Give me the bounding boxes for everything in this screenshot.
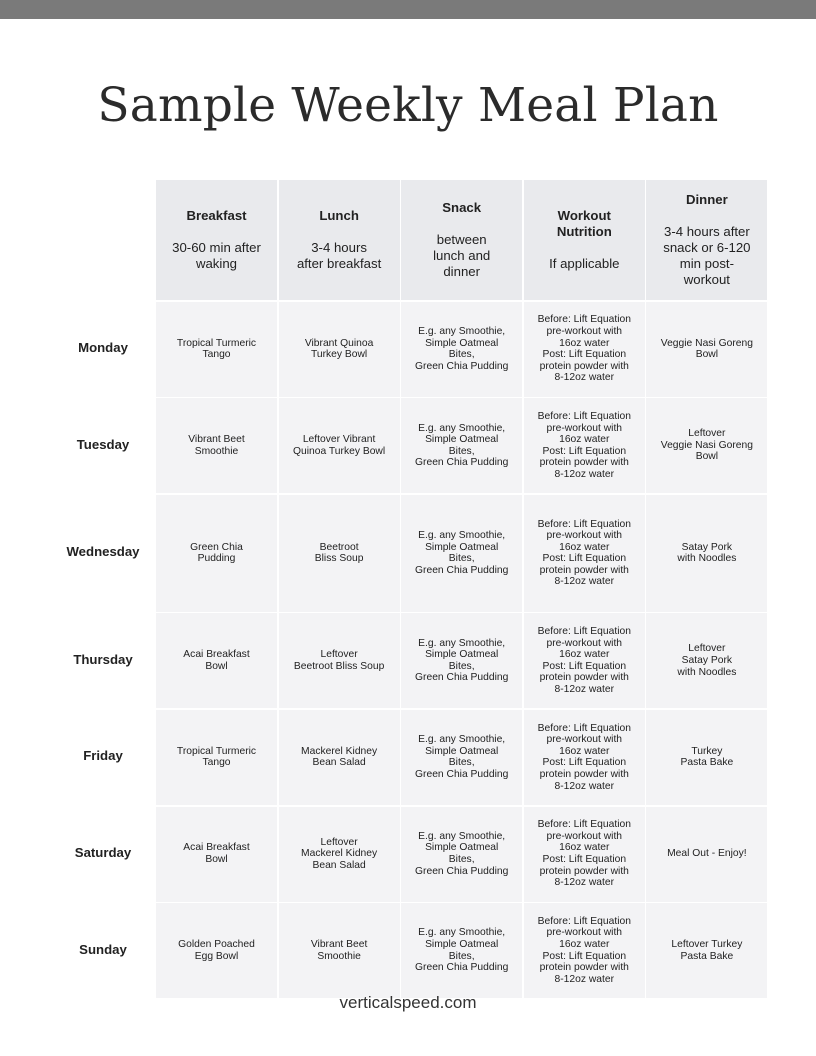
day-label-tuesday: Tuesday <box>76 436 130 452</box>
meal-cell-wednesday-workout: Before: Lift Equation pre-workout with 16oz water Post: Lift Equation protein powder with 8-12oz water <box>524 495 645 612</box>
meal-cell-friday-breakfast: Tropical Turmeric Tango <box>156 710 277 805</box>
column-header-subtitle: between lunch and dinner <box>433 232 491 279</box>
meal-cell-sunday-snack: E.g. any Smoothie, Simple Oatmeal Bites, Green Chia Pudding <box>401 903 522 998</box>
day-label-saturday: Saturday <box>74 844 132 860</box>
meal-cell-sunday-workout: Before: Lift Equation pre-workout with 16oz water Post: Lift Equation protein powder with 8-12oz water <box>524 903 645 998</box>
meal-cell-tuesday-lunch: Leftover Vibrant Quinoa Turkey Bowl <box>279 398 400 493</box>
meal-cell-thursday-breakfast: Acai Breakfast Bowl <box>156 613 277 708</box>
day-labels <box>44 300 162 997</box>
meal-cell-wednesday-breakfast: Green Chia Pudding <box>156 495 277 612</box>
day-label-wednesday: Wednesday <box>66 544 140 560</box>
column-header-dinner <box>646 180 767 300</box>
meal-cell-monday-snack: E.g. any Smoothie, Simple Oatmeal Bites, Green Chia Pudding <box>401 302 522 397</box>
meal-cell-tuesday-breakfast: Vibrant Beet Smoothie <box>156 398 277 493</box>
page-title: Sample Weekly Meal Plan <box>97 78 719 133</box>
column-header-subtitle: 30-60 min after waking <box>172 240 261 271</box>
column-header-breakfast <box>156 180 277 300</box>
column-header-subtitle: 3-4 hours after snack or 6-120 min post- workout <box>663 224 751 287</box>
day-label-friday: Friday <box>83 748 123 764</box>
meal-plan-table <box>156 180 766 998</box>
meal-cell-wednesday-lunch: Beetroot Bliss Soup <box>279 495 400 612</box>
meal-cell-monday-workout: Before: Lift Equation pre-workout with 16oz water Post: Lift Equation protein powder with 8-12oz water <box>524 302 645 397</box>
meal-cell-monday-breakfast: Tropical Turmeric Tango <box>156 302 277 397</box>
meal-cell-tuesday-snack: E.g. any Smoothie, Simple Oatmeal Bites, Green Chia Pudding <box>401 398 522 493</box>
column-header-name: Snack <box>442 200 482 215</box>
meal-cell-friday-workout: Before: Lift Equation pre-workout with 16oz water Post: Lift Equation protein powder with 8-12oz water <box>524 710 645 805</box>
meal-cell-saturday-snack: E.g. any Smoothie, Simple Oatmeal Bites, Green Chia Pudding <box>401 807 522 902</box>
day-label-monday: Monday <box>78 340 128 355</box>
column-header-name: Dinner <box>685 192 728 207</box>
day-label-sunday: Sunday <box>79 941 127 957</box>
meal-cell-saturday-workout: Before: Lift Equation pre-workout with 16oz water Post: Lift Equation protein powder with 8-12oz water <box>524 807 645 902</box>
meal-cell-saturday-breakfast: Acai Breakfast Bowl <box>156 807 277 902</box>
meal-cell-wednesday-dinner: Satay Pork with Noodles <box>646 495 767 612</box>
column-header-subtitle: If applicable <box>549 256 620 271</box>
meal-cell-thursday-lunch: Leftover Beetroot Bliss Soup <box>279 613 400 708</box>
meal-cell-wednesday-snack: E.g. any Smoothie, Simple Oatmeal Bites, Green Chia Pudding <box>401 495 522 612</box>
meal-cell-sunday-lunch: Vibrant Beet Smoothie <box>279 903 400 998</box>
footer-url: verticalspeed.com <box>339 993 477 1012</box>
meal-cell-sunday-dinner: Leftover Turkey Pasta Bake <box>646 903 767 998</box>
meal-cell-tuesday-dinner: Leftover Veggie Nasi Goreng Bowl <box>646 398 767 493</box>
column-header-name: Breakfast <box>186 208 247 223</box>
top-bar <box>0 0 816 19</box>
meal-cell-saturday-dinner: Meal Out - Enjoy! <box>646 807 767 902</box>
column-header-snack <box>401 180 522 300</box>
meal-cell-friday-dinner: Turkey Pasta Bake <box>646 710 767 805</box>
day-label-thursday: Thursday <box>73 651 133 667</box>
meal-cell-thursday-workout: Before: Lift Equation pre-workout with 16oz water Post: Lift Equation protein powder with 8-12oz water <box>524 613 645 708</box>
meal-cell-monday-dinner: Veggie Nasi Goreng Bowl <box>646 302 767 397</box>
column-header-name: Lunch <box>319 208 359 223</box>
meal-cell-thursday-dinner: Leftover Satay Pork with Noodles <box>646 613 767 708</box>
column-header-lunch <box>279 180 400 300</box>
meal-cell-thursday-snack: E.g. any Smoothie, Simple Oatmeal Bites, Green Chia Pudding <box>401 613 522 708</box>
meal-cell-monday-lunch: Vibrant Quinoa Turkey Bowl <box>279 302 400 397</box>
meal-cell-saturday-lunch: Leftover Mackerel Kidney Bean Salad <box>279 807 400 902</box>
column-header-name: Workout Nutrition <box>556 208 612 239</box>
meal-cell-tuesday-workout: Before: Lift Equation pre-workout with 16oz water Post: Lift Equation protein powder with 8-12oz water <box>524 398 645 493</box>
column-header-subtitle: 3-4 hours after breakfast <box>296 240 382 271</box>
meal-cell-friday-snack: E.g. any Smoothie, Simple Oatmeal Bites, Green Chia Pudding <box>401 710 522 805</box>
meal-cell-sunday-breakfast: Golden Poached Egg Bowl <box>156 903 277 998</box>
column-header-workout-nutrition <box>524 180 645 300</box>
meal-cell-friday-lunch: Mackerel Kidney Bean Salad <box>279 710 400 805</box>
